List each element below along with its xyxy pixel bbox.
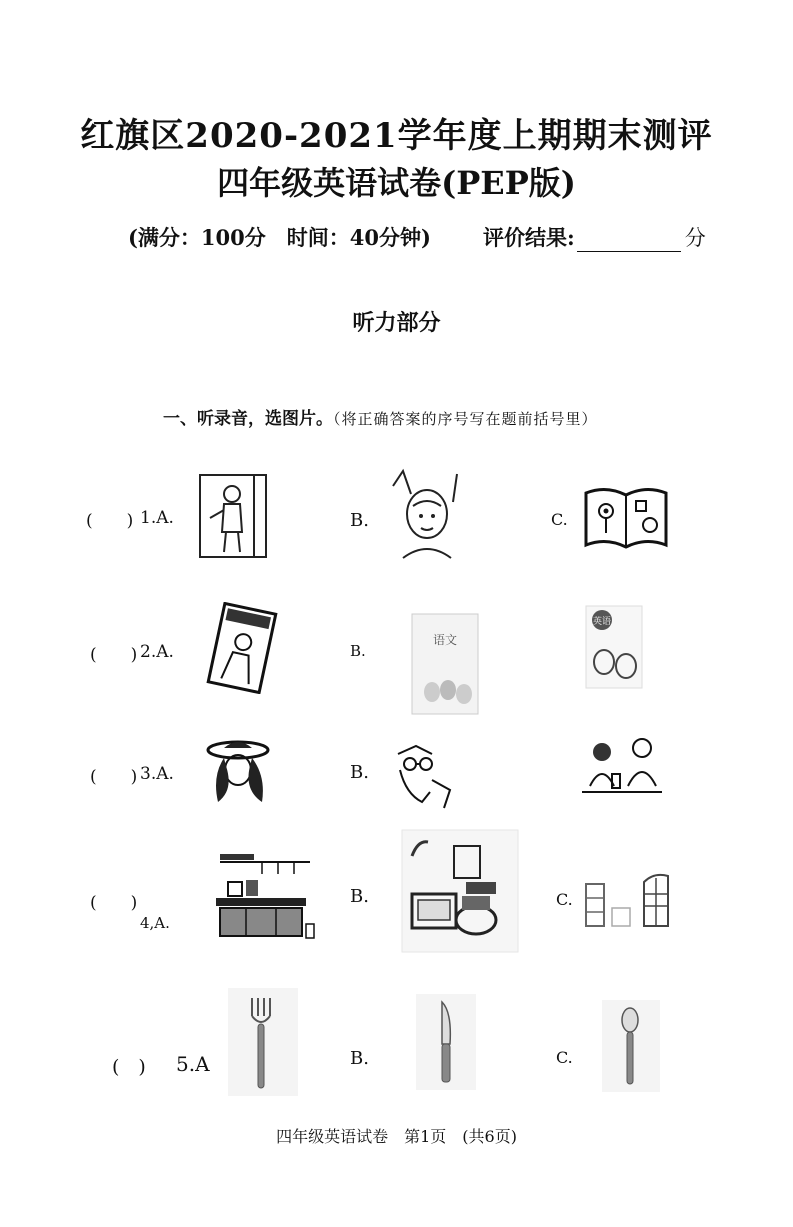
- woman-hat-icon: [204, 736, 274, 808]
- footer-page: 第1页: [404, 1127, 447, 1146]
- knife-icon: [414, 992, 478, 1092]
- eval-label: 评价结果:: [483, 225, 575, 250]
- section-title: 听力部分: [352, 310, 441, 336]
- chinese-book-icon: [408, 610, 482, 718]
- q2-option-b: B.: [350, 642, 366, 660]
- magazine-icon: [202, 602, 282, 694]
- person-brushing-teeth-icon: [383, 466, 471, 562]
- man-glasses-icon: [386, 740, 456, 810]
- page-footer: [0, 1124, 793, 1147]
- building-icon: [582, 870, 672, 928]
- eval-blank[interactable]: [577, 231, 681, 252]
- open-book-icon: [582, 483, 670, 553]
- spoon-icon: [600, 998, 662, 1094]
- q5-label: 5.A: [176, 1052, 210, 1076]
- q1-option-b: B.: [350, 510, 369, 531]
- bathroom-icon: [400, 828, 520, 954]
- english-book-title: 英语: [592, 617, 612, 627]
- q1-label: 1.A.: [140, 508, 174, 528]
- exam-title-line1: 红旗区2020-2021学年度上期期末测评: [80, 116, 713, 156]
- chinese-book-title: 语文: [432, 633, 458, 647]
- couple-icon: [578, 736, 666, 802]
- q5-bracket[interactable]: ( ): [112, 1056, 146, 1078]
- footer-total: (共6页): [462, 1127, 517, 1146]
- q5-option-b: B.: [350, 1048, 369, 1069]
- q1-bracket[interactable]: ( ): [86, 511, 134, 531]
- eval-unit: 分: [684, 226, 706, 250]
- q1-option-c: C.: [551, 510, 568, 529]
- instruction-heading: 一、听录音，选图片。: [163, 409, 333, 429]
- q3-option-b: B.: [350, 762, 369, 783]
- kitchen-icon: [206, 850, 316, 942]
- score-time-info: (满分：100分 时间：40分钟): [128, 225, 431, 250]
- q2-label: 2.A.: [140, 642, 174, 662]
- q4-option-c: C.: [556, 890, 573, 909]
- q3-bracket[interactable]: ( ): [90, 767, 138, 787]
- q4-bracket[interactable]: ( ): [90, 893, 138, 913]
- instruction-note: （将正确答案的序号写在题前括号里）: [333, 410, 598, 428]
- instruction: [163, 404, 598, 429]
- footer-subject: 四年级英语试卷: [276, 1127, 389, 1146]
- q5-option-c: C.: [556, 1048, 573, 1067]
- person-door-icon: [196, 472, 272, 562]
- evaluation-result: [483, 222, 706, 252]
- fork-icon: [226, 986, 300, 1098]
- q3-label: 3.A.: [140, 764, 174, 784]
- q4-label: 4,A.: [140, 914, 170, 932]
- english-book-icon: [584, 604, 644, 690]
- exam-title-line2: 四年级英语试卷(PEP版): [217, 164, 576, 202]
- q2-bracket[interactable]: ( ): [90, 645, 138, 665]
- q4-option-b: B.: [350, 886, 369, 907]
